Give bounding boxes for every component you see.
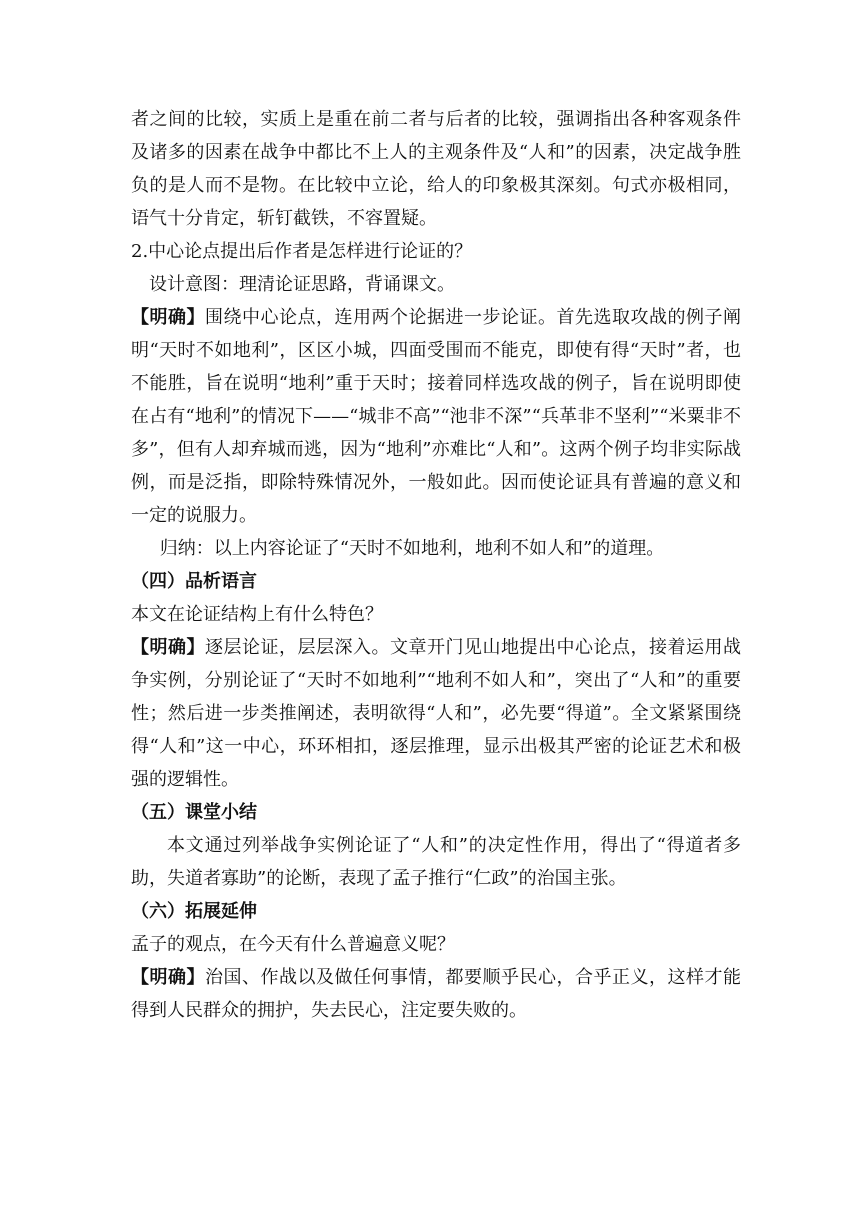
answer-text: 治国、作战以及做任何事情，都要顺乎民心，合乎正义，这样才能得到人民群众的拥护，失去民心，注定要失败的。: [131, 967, 741, 1021]
answer-text: 逐层论证，层层深入。文章开门见山地提出中心论点，接着运用战争实例，分别论证了“天时不如地利”“地利不如人和”，突出了“人和”的重要性；然后进一步类推阐述，表明欲得“人和”，必先要“得道”。全文紧紧围绕得“人和”这一中心，环环相扣，逐层推理，显示出极其严密的论证艺术和极强的逻辑性。: [131, 637, 741, 790]
question-4: 本文在论证结构上有什么特色？: [131, 604, 383, 625]
design-intent: 设计意图：理清论证思路，背诵课文。: [149, 274, 455, 295]
question-6: 孟子的观点，在今天有什么普遍意义呢？: [131, 934, 455, 955]
question-2: 2.中心论点提出后作者是怎样进行论证的？: [131, 241, 473, 262]
answer-structure: [131, 631, 741, 796]
answer-significance: [131, 961, 741, 1027]
answer-label: 【明确】: [131, 967, 205, 988]
section-5-heading: （五）课堂小结: [131, 802, 257, 823]
answer-text: 围绕中心论点，连用两个论据进一步论证。首先选取攻战的例子阐明“天时不如地利”，区区小城，四面受围而不能克，即使有得“天时”者，也不能胜，旨在说明“地利”重于天时；接着同样选攻战的例子，旨在说明即使在占有“地利”的情况下——“城非不高”“池非不深”“兵革非不坚利”“米粟非不多”，但有人却弃城而逃，因为“地利”亦难比“人和”。这两个例子均非实际战例，而是泛指，即除特殊情况外，一般如此。因而使论证具有普遍的意义和一定的说服力。: [131, 307, 741, 526]
summary-paragraph: 归纳：以上内容论证了“天时不如地利，地利不如人和”的道理。: [159, 538, 665, 559]
paragraph-comparison: 者之间的比较，实质上是重在前二者与后者的比较，强调指出各种客观条件及诸多的因素在战争中都比不上人的主观条件及“人和”的因素，决定战争胜负的是人而不是物。在比较中立论，给人的印象极其深刻。句式亦极相同，语气十分肯定，斩钉截铁，不容置疑。: [131, 109, 741, 229]
section-4-heading: （四）品析语言: [131, 571, 257, 592]
section-5-text: 本文通过列举战争实例论证了“人和”的决定性作用，得出了“得道者多助，失道者寡助”的论断，表现了孟子推行“仁政”的治国主张。: [131, 835, 741, 889]
answer-label: 【明确】: [131, 637, 205, 658]
document-body: [131, 103, 741, 1027]
section-6-heading: （六）拓展延伸: [131, 901, 257, 922]
answer-argument: [131, 301, 741, 532]
answer-label: 【明确】: [131, 307, 205, 328]
